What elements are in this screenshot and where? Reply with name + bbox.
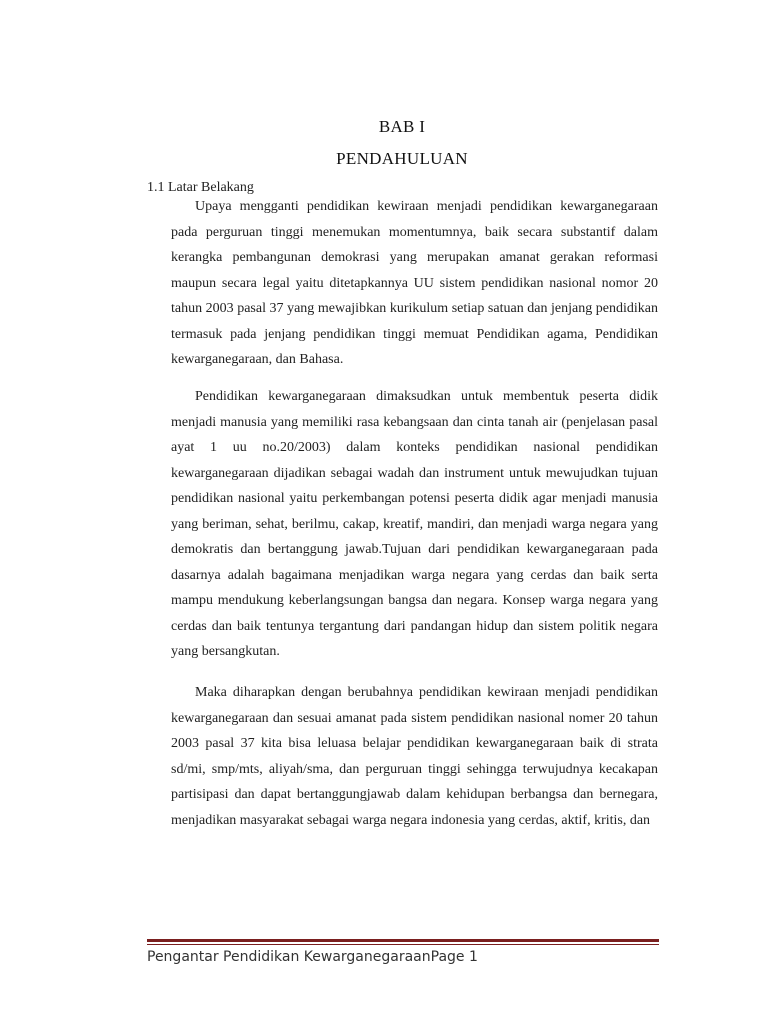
paragraph-1: Upaya mengganti pendidikan kewiraan menjadi pendidikan kewarganegaraan pada perguruan tinggi menemukan momentumnya, baik secara substantif dalam kerangka pembangunan demokrasi yang merupakan amanat gerakan reformasi maupun secara legal yaitu ditetapkannya UU sistem pendidikan nasional nomor 20 tahun 2003 pasal 37 yang mewajibkan kurikulum setiap satuan dan jenjang pendidikan termasuk pada jenjang pendidikan tinggi memuat Pendidikan agama, Pendidikan kewarganegaraan, dan Bahasa. (171, 199, 658, 367)
paragraph-2: Pendidikan kewarganegaraan dimaksudkan untuk membentuk peserta didik menjadi manusia yang memiliki rasa kebangsaan dan cinta tanah air (penjelasan pasal ayat 1 uu no.20/2003) dalam konteks pendidikan nasional pendidikan kewarganegaraan dijadikan sebagai wadah dan instrument untuk mewujudkan tujuan pendidikan nasional yaitu perkembangan potensi peserta didik agar menjadi manusia yang beriman, sehat, berilmu, cakap, kreatif, mandiri, dan menjadi warga negara yang demokratis dan bertanggung jawab.Tujuan dari pendidikan kewarganegaraan pada dasarnya adalah bagaimana menjadikan warga negara yang cerdas dan baik serta mampu mendukung keberlangsungan bangsa dan negara. Konsep warga negara yang cerdas dan baik tentunya tergantung dari pandangan hidup dan sistem politik negara yang bersangkutan. (171, 389, 658, 659)
chapter-title: PENDAHULUAN (336, 149, 468, 168)
section-heading: 1.1 Latar Belakang (147, 180, 254, 195)
chapter-label: BAB I (378, 117, 426, 136)
footer-rule-thin (147, 944, 659, 945)
paragraph-3: Maka diharapkan dengan berubahnya pendidikan kewiraan menjadi pendidikan kewarganegaraan dan sesuai amanat pada sistem pendidikan nasional nomer 20 tahun 2003 pasal 37 kita bisa leluasa belajar pendidikan kewarganegaraan baik di strata sd/mi, smp/mts, aliyah/sma, dan perguruan tinggi sehingga terwujudnya kecakapan partisipasi dan dapat bertanggungjawab dalam kehidupan berbangsa dan bernegara, menjadikan masyarakat sebagai warga negara indonesia yang cerdas, aktif, kritis, dan (171, 685, 658, 828)
footer-rule-thick (147, 939, 659, 942)
page-footer: Pengantar Pendidikan KewarganegaraanPage 1 (147, 949, 478, 965)
